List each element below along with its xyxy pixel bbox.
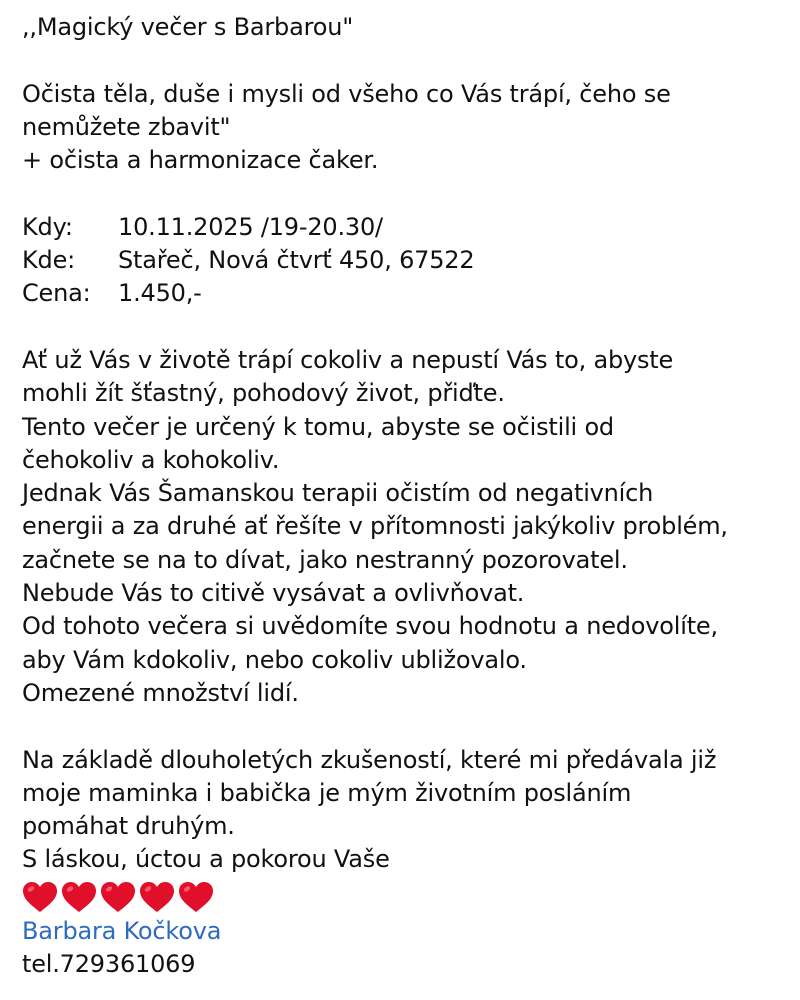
body-line: Nebude Vás to citivě vysávat a ovlivňovat. xyxy=(22,579,525,608)
red-heart-icon xyxy=(61,881,97,913)
red-heart-icon xyxy=(22,881,58,913)
hearts-row xyxy=(22,879,792,915)
spacer xyxy=(22,710,792,743)
body-line: čehokoliv a kohokoliv. xyxy=(22,445,280,474)
body-line: mohli žít šťastný, pohodový život, přiďte. xyxy=(22,379,505,408)
detail-label: Kdy: xyxy=(22,212,73,241)
spacer xyxy=(22,311,792,344)
intro-line: nemůžete zbavit" xyxy=(22,112,231,141)
spacer xyxy=(22,44,792,77)
body-line: aby Vám kdokoliv, nebo cokoliv ubližovalo. xyxy=(22,645,527,674)
red-heart-icon xyxy=(139,881,175,913)
red-heart-icon xyxy=(100,881,136,913)
post-content xyxy=(22,0,792,981)
body-line: Tento večer je určený k tomu, abyste se očistili od xyxy=(22,412,614,441)
intro-line: Očista těla, duše i mysli od všeho co Vás trápí, čeho se xyxy=(22,79,671,108)
intro-line: + očista a harmonizace čaker. xyxy=(22,146,379,175)
detail-row-where xyxy=(22,244,792,277)
post-title: ,,Magický večer s Barbarou" xyxy=(22,13,354,41)
red-heart-icon xyxy=(178,881,214,913)
detail-value: 10.11.2025 /19-20.30/ xyxy=(118,212,383,241)
detail-value: Stařeč, Nová čtvrť 450, 67522 xyxy=(118,246,475,275)
detail-row-price xyxy=(22,277,792,310)
detail-row-when xyxy=(22,211,792,244)
body-line: Jednak Vás Šamanskou terapii očistím od negativních xyxy=(22,479,654,508)
body-line: energii a za druhé ať řešíte v přítomnosti jakýkoliv problém, xyxy=(22,512,728,541)
body-line: začnete se na to dívat, jako nestranný pozorovatel. xyxy=(22,545,628,574)
detail-label: Cena: xyxy=(22,279,91,308)
spacer xyxy=(22,177,792,210)
closing-line: S láskou, úctou a pokorou Vaše xyxy=(22,845,390,874)
body-line: Od tohoto večera si uvědomíte svou hodnotu a nedovolíte, xyxy=(22,612,718,641)
body-line: Ať už Vás v životě trápí cokoliv a nepustí Vás to, abyste xyxy=(22,345,674,374)
closing-line: pomáhat druhým. xyxy=(22,812,235,841)
closing-line: moje maminka i babička je mým životním posláním xyxy=(22,778,632,807)
phone-number: tel.729361069 xyxy=(22,950,196,979)
detail-value: 1.450,- xyxy=(118,279,202,308)
closing-line: Na základě dlouholetých zkušeností, které mi předávala již xyxy=(22,745,717,774)
detail-label: Kde: xyxy=(22,246,76,275)
body-line: Omezené množství lidí. xyxy=(22,678,299,707)
author-profile-link[interactable]: Barbara Kočkova xyxy=(22,916,222,945)
